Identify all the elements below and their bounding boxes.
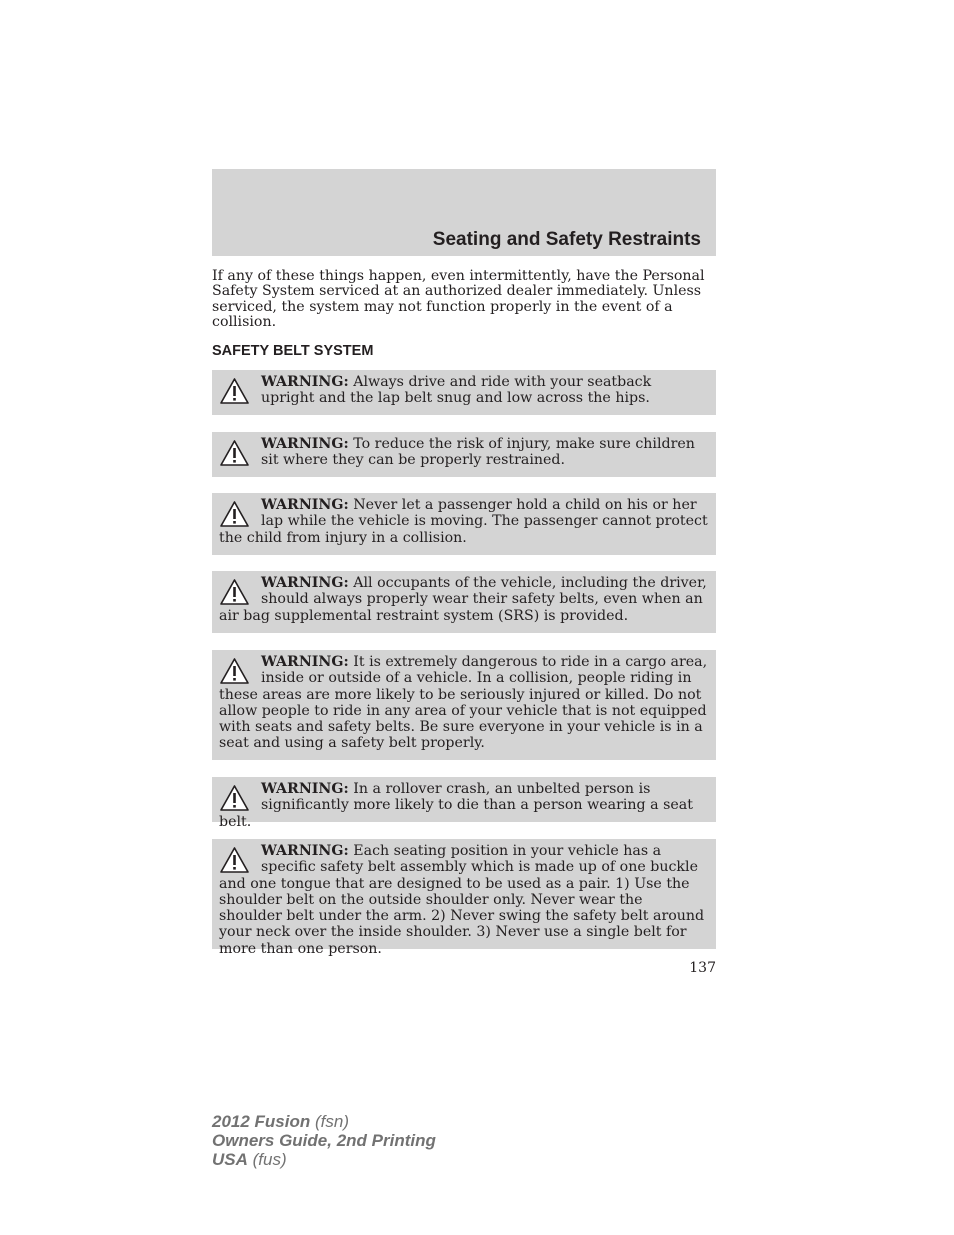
warning-label: WARNING:	[261, 654, 349, 670]
warning-text: All occupants of the vehicle, including the driver, should always properly wear their safety belts, even when an air bag supplemental restraint system (SRS) is provided.	[219, 575, 707, 624]
footer-model-code: (fsn)	[315, 1112, 349, 1131]
footer-guide: Owners Guide, 2nd Printing	[212, 1131, 436, 1150]
warning-triangle-icon	[219, 500, 250, 528]
warning-triangle-icon	[219, 377, 250, 405]
warning-box	[212, 777, 716, 830]
warning-text: In a rollover crash, an unbelted person is significantly more likely to die than a person wearing a seat belt.	[219, 781, 693, 830]
warning-label: WARNING:	[261, 374, 349, 390]
warning-triangle-icon	[219, 846, 250, 874]
warning-triangle-icon	[219, 784, 250, 812]
footer-market: USA	[212, 1150, 248, 1169]
footer-line	[212, 1150, 436, 1169]
warning-triangle-icon	[219, 578, 250, 606]
page-header	[212, 169, 716, 256]
footer	[212, 1112, 436, 1169]
warning-triangle-icon	[219, 439, 250, 467]
footer-market-code: (fus)	[252, 1150, 287, 1169]
footer-model: 2012 Fusion	[212, 1112, 311, 1131]
footer-line	[212, 1112, 436, 1131]
section-title: SAFETY BELT SYSTEM	[212, 343, 374, 359]
warning-label: WARNING:	[261, 781, 349, 797]
warning-label: WARNING:	[261, 843, 349, 859]
warning-box	[212, 432, 716, 477]
page-number: 137	[689, 960, 716, 976]
intro-paragraph: If any of these things happen, even intermittently, have the Personal Safety System serviced at an authorized dealer immediately. Unless serviced, the system may not function properly in the event of a collision.	[212, 268, 705, 330]
warning-text: Never let a passenger hold a child on his or her lap while the vehicle is moving. The passenger cannot protect the child from injury in a collision.	[219, 497, 708, 546]
warning-box	[212, 370, 716, 415]
warning-label: WARNING:	[261, 436, 349, 452]
warning-text: To reduce the risk of injury, make sure children sit where they can be properly restrained.	[261, 436, 695, 469]
warning-label: WARNING:	[261, 497, 349, 513]
warning-text: Always drive and ride with your seatback upright and the lap belt snug and low across the hips.	[261, 374, 652, 407]
warning-box	[212, 839, 716, 957]
warning-text: It is extremely dangerous to ride in a cargo area, inside or outside of a vehicle. In a collision, people riding in these areas are more likely to be seriously injured or killed. Do not allow people to ride in any area of your vehicle that is not equipped with seats and safety belts. Be sure everyone in your vehicle is in a seat and using a safety belt properly.	[219, 654, 708, 752]
warning-triangle-icon	[219, 657, 250, 685]
footer-line	[212, 1131, 436, 1150]
page-title: Seating and Safety Restraints	[432, 229, 701, 250]
warning-label: WARNING:	[261, 575, 349, 591]
warning-box	[212, 493, 716, 555]
warning-box	[212, 650, 716, 760]
warning-box	[212, 571, 716, 633]
warning-text: Each seating position in your vehicle has a specific safety belt assembly which is made up of one buckle and one tongue that are designed to be used as a pair. 1) Use the shoulder belt on the outside shoulder only. Never wear the shoulder belt under the arm. 2) Never swing the safety belt around your neck over the inside shoulder. 3) Never use a single belt for more than one person.	[219, 843, 705, 957]
